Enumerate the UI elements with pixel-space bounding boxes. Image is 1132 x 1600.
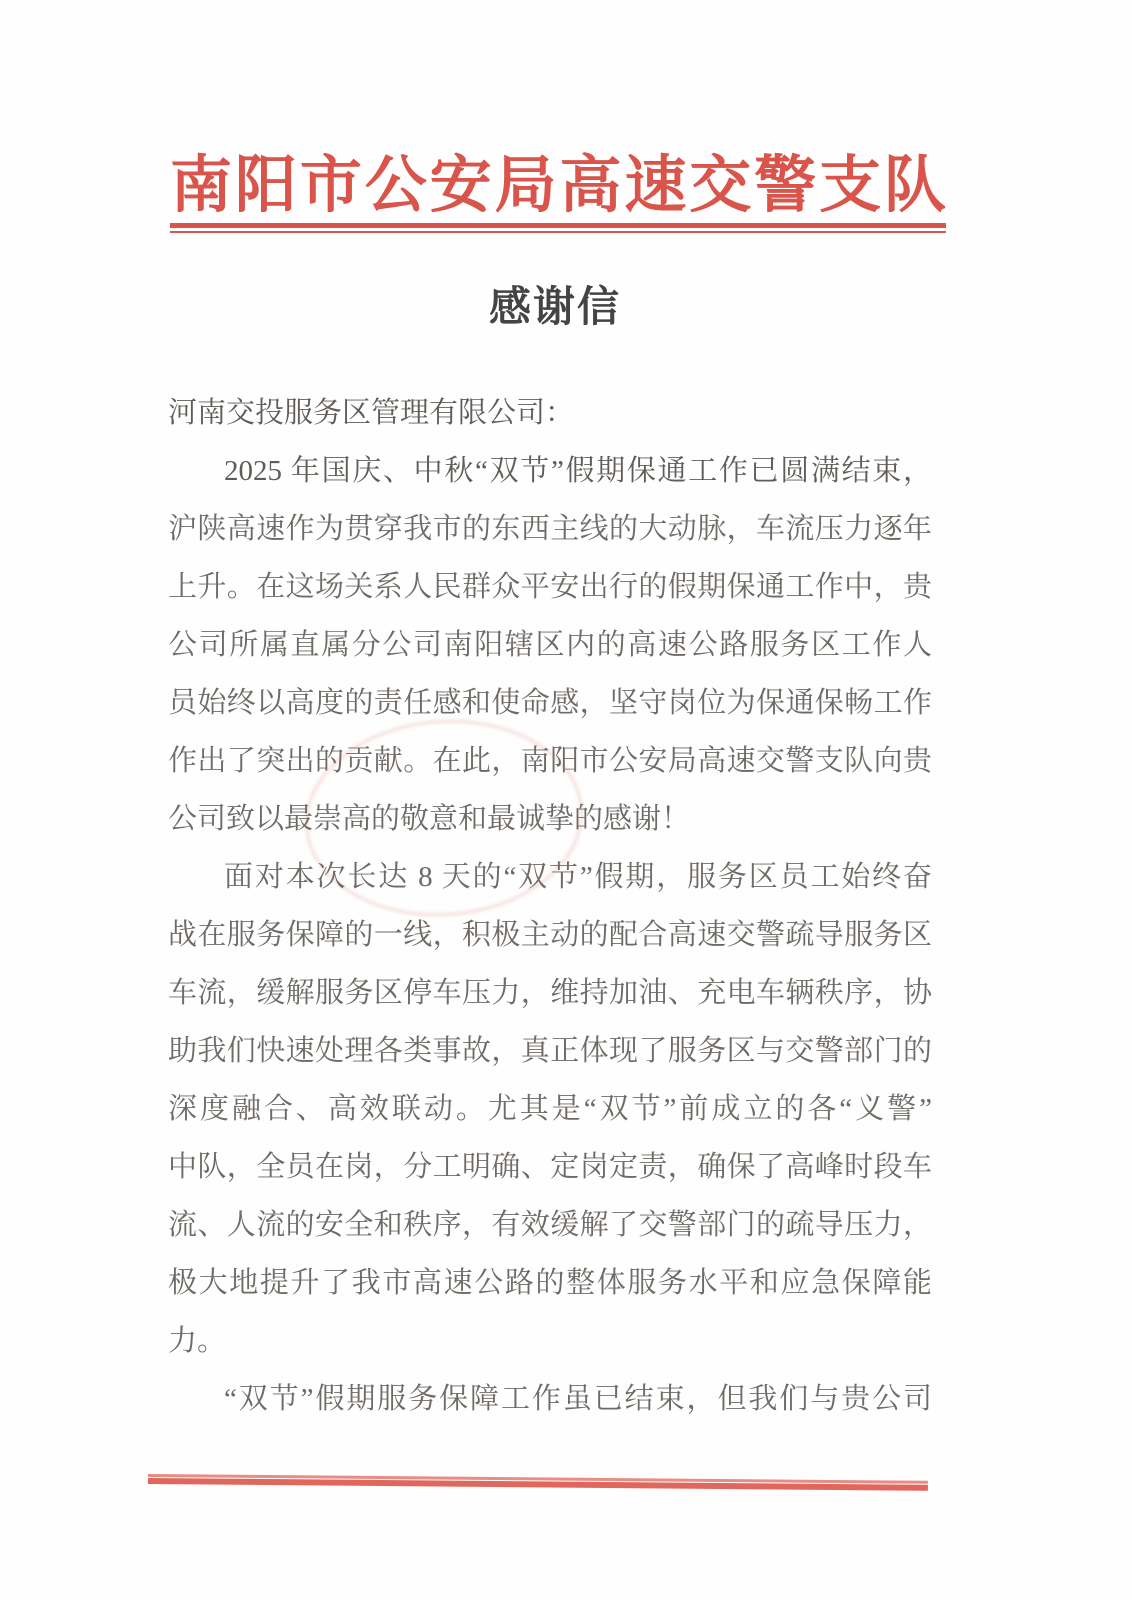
body-line: 作出了突出的贡献。在此，南阳市公安局高速交警支队向贵 bbox=[168, 745, 932, 777]
body-line: 员始终以高度的责任感和使命感，坚守岗位为保通保畅工作 bbox=[168, 687, 932, 719]
footer-rule bbox=[148, 1474, 928, 1490]
body-line: 力。 bbox=[168, 1325, 227, 1357]
body-line: 沪陕高速作为贯穿我市的东西主线的大动脉，车流压力逐年 bbox=[168, 513, 932, 545]
body-line: 面对本次长达 8 天的“双节”假期，服务区员工始终奋 bbox=[224, 861, 932, 893]
body-line: 助我们快速处理各类事故，真正体现了服务区与交警部门的 bbox=[168, 1035, 932, 1067]
body-line: 极大地提升了我市高速公路的整体服务水平和应急保障能 bbox=[168, 1267, 932, 1299]
body-line: 上升。在这场关系人民群众平安出行的假期保通工作中，贵 bbox=[168, 571, 932, 603]
body-line: 中队，全员在岗，分工明确、定岗定责，确保了高峰时段车 bbox=[168, 1151, 932, 1183]
letter-title: 感谢信 bbox=[488, 285, 621, 331]
body-line: “双节”假期服务保障工作虽已结束，但我们与贵公司 bbox=[224, 1383, 932, 1415]
letterhead-rule-thin bbox=[170, 231, 946, 233]
body-line: 深度融合、高效联动。尤其是“双节”前成立的各“义警” bbox=[168, 1093, 932, 1125]
body-line: 战在服务保障的一线，积极主动的配合高速交警疏导服务区 bbox=[168, 919, 932, 951]
body-line: 车流，缓解服务区停车压力，维持加油、充电车辆秩序，协 bbox=[168, 977, 932, 1009]
body-line: 2025 年国庆、中秋“双节”假期保通工作已圆满结束， bbox=[224, 455, 932, 487]
body-line: 公司致以最崇高的敬意和最诚挚的感谢！ bbox=[168, 803, 691, 835]
letter-body bbox=[168, 384, 932, 1428]
salutation: 河南交投服务区管理有限公司： bbox=[168, 397, 575, 429]
letterhead-rule-thick bbox=[170, 223, 946, 228]
body-line: 公司所属直属分公司南阳辖区内的高速公路服务区工作人 bbox=[168, 629, 932, 661]
letterhead-title: 南阳市公安局高速交警支队 bbox=[170, 152, 946, 220]
body-line: 流、人流的安全和秩序，有效缓解了交警部门的疏导压力， bbox=[168, 1209, 932, 1241]
